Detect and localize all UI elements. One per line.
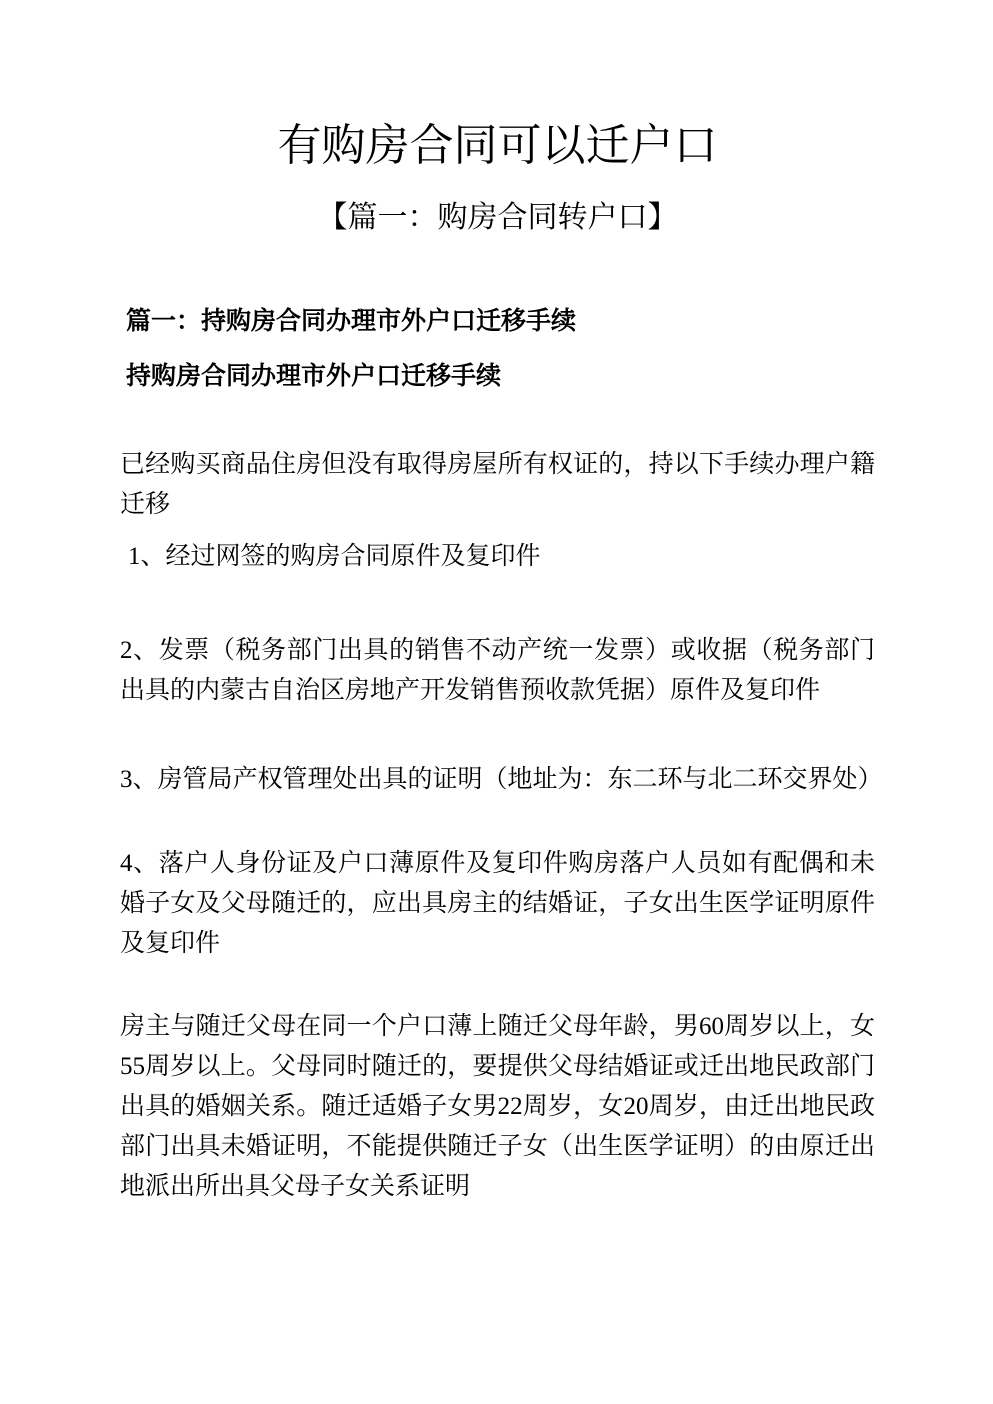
- document-title: 有购房合同可以迁户口: [277, 121, 718, 170]
- intro-paragraph: 已经购买商品住房但没有取得房屋所有权证的，持以下手续办理户籍迁移: [120, 451, 875, 518]
- requirement-item-1: 1、经过网签的购房合同原件及复印件: [128, 543, 541, 570]
- section-heading-primary: 篇一：持购房合同办理市外户口迁移手续: [126, 308, 577, 335]
- section-heading-secondary: 持购房合同办理市外户口迁移手续: [126, 363, 502, 390]
- requirement-item-4: 4、落户人身份证及户口薄原件及复印件购房落户人员如有配偶和未婚子女及父母随迁的，应出具房主的结婚证，子女出生医学证明原件及复印件: [120, 850, 875, 957]
- document-subtitle: 【篇一：购房合同转户口】: [317, 201, 678, 234]
- closing-paragraph: 房主与随迁父母在同一个户口薄上随迁父母年龄，男60周岁以上，女55周岁以上。父母同时随迁的，要提供父母结婚证或迁出地民政部门出具的婚姻关系。随迁适婚子女男22周岁，女20周岁，由迁出地民政部门出具未婚证明，不能提供随迁子女（出生医学证明）的由原迁出地派出所出具父母子女关系证明: [120, 1013, 875, 1200]
- requirement-item-2: 2、发票（税务部门出具的销售不动产统一发票）或收据（税务部门出具的内蒙古自治区房地产开发销售预收款凭据）原件及复印件: [120, 637, 875, 704]
- requirement-item-3: 3、房管局产权管理处出具的证明（地址为：东二环与北二环交界处）: [120, 766, 883, 793]
